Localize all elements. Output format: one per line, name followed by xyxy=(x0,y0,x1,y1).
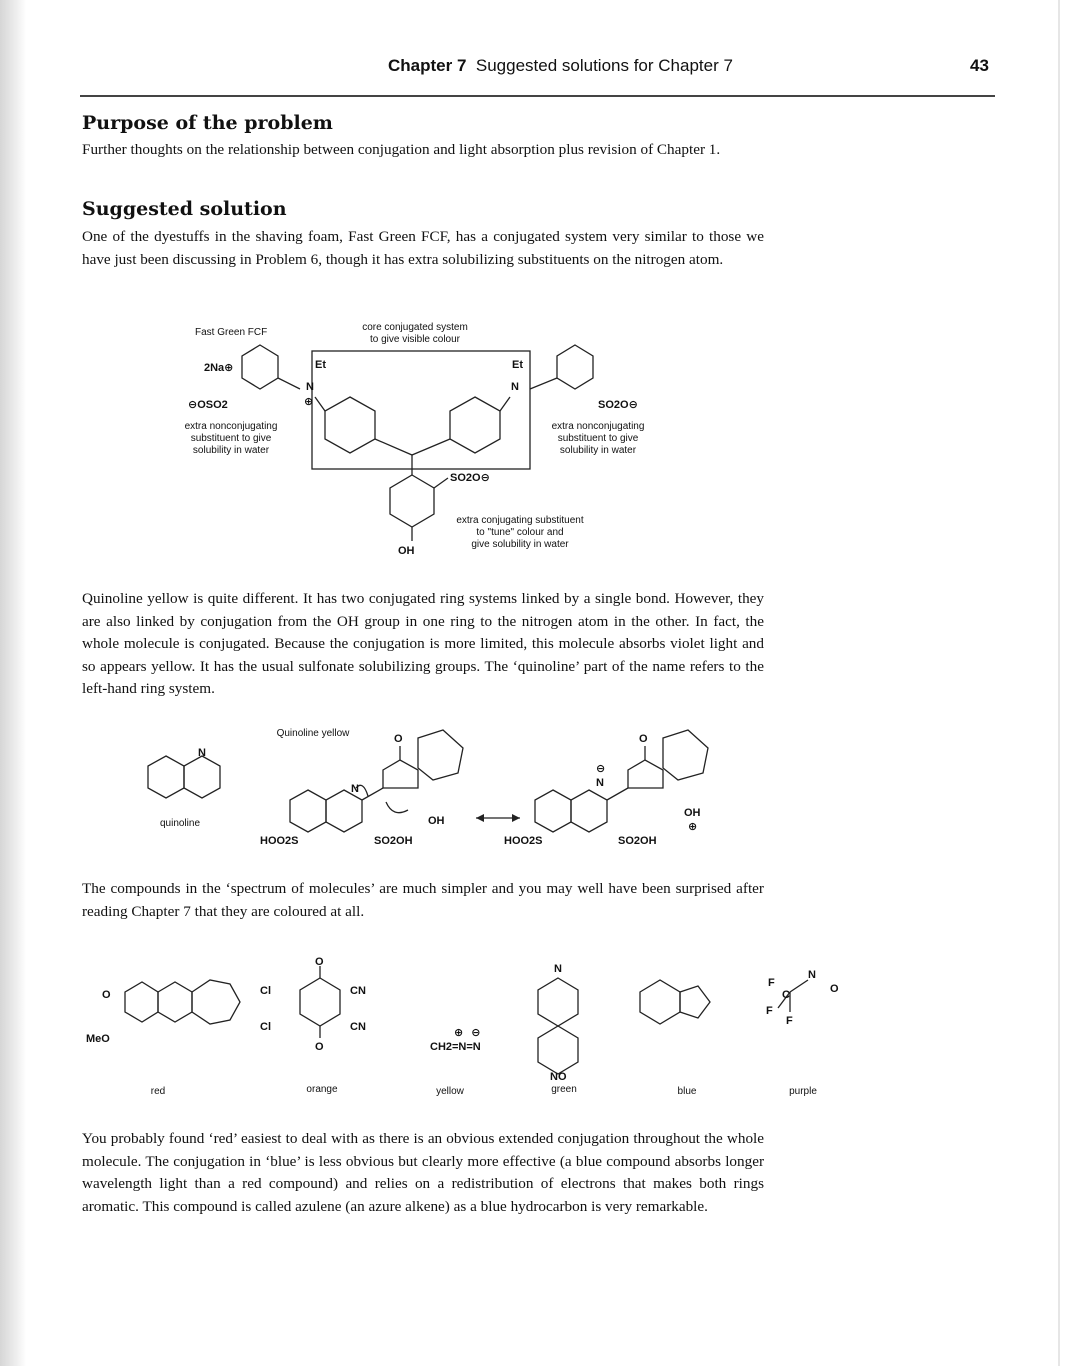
left-nitrogen: N xyxy=(306,381,314,393)
resonance-arrow-right-head xyxy=(512,814,520,822)
bond-left-benzyl xyxy=(278,378,300,389)
right-structure-link-bond xyxy=(607,788,628,800)
purple-nitrogen: N xyxy=(808,969,816,981)
running-header xyxy=(0,56,1068,82)
right-benzene-ring xyxy=(557,345,593,389)
left-core-ring xyxy=(325,397,375,453)
bottom-note-line-1: extra conjugating substituent xyxy=(456,515,584,526)
chapter-title: Suggested solutions for Chapter 7 xyxy=(475,56,733,75)
yellow-diazomethane: CH2=N=N xyxy=(430,1041,481,1053)
purple-fluoro-2: F xyxy=(766,1005,773,1017)
purpose-paragraph: Further thoughts on the relationship between conjugation and light absorption plus revision of Chapter 1. xyxy=(82,141,721,158)
right-structure-indanone-ring xyxy=(628,760,663,788)
hydroxyl-label: OH xyxy=(398,545,415,557)
green-nitrogen: N xyxy=(554,963,562,975)
right-note-line-1: extra nonconjugating xyxy=(551,421,645,432)
red-ring-a xyxy=(125,982,158,1022)
label-yellow: yellow xyxy=(436,1086,464,1097)
purple-fluoro-1: F xyxy=(768,977,775,989)
quinoline-yellow-title: Quinoline yellow xyxy=(276,728,350,739)
right-structure-ring-a xyxy=(535,790,571,832)
left-structure-hydroxyl: OH xyxy=(428,815,445,827)
left-ethyl: Et xyxy=(315,359,326,371)
yellow-charges xyxy=(454,1027,480,1039)
orange-cyano-bottom: CN xyxy=(350,1021,366,1033)
bottom-note-line-3: give solubility in water xyxy=(471,539,569,550)
orange-oxygen-top: O xyxy=(315,956,324,968)
blue-ring-a xyxy=(640,980,680,1024)
right-structure-aromatic-ring xyxy=(663,730,708,780)
label-purple: purple xyxy=(789,1086,817,1097)
left-sulfonate: ⊖OSO2 xyxy=(188,399,228,411)
left-structure-indanone-ring xyxy=(383,760,418,788)
red-ring-c xyxy=(192,980,240,1024)
blue-ring-b xyxy=(680,986,710,1018)
quinoline-figure xyxy=(128,718,748,860)
orange-cyano-top: CN xyxy=(350,985,366,997)
core-label-line-2: to give visible colour xyxy=(369,334,461,345)
fast-green-title: Fast Green FCF xyxy=(195,327,268,338)
purple-fluoro-3: F xyxy=(786,1015,793,1027)
chapter-label: Chapter 7 xyxy=(388,56,467,75)
fast-green-figure xyxy=(170,315,690,570)
bond-central-left xyxy=(375,439,412,455)
solution-paragraph-4: You probably found ‘red’ easiest to deal with as there is an obvious extended conjugation throughout the whole molecule. The conjugation in ‘blue’ is less obvious but clearly more effective (a blue compound absorbs longer wavelength light than a red compound) and relies on a redistribution of electrons that makes both rings aromatic. This compound is called azulene (an azure alkene) as a blue hydrocarbon is very remarkable. xyxy=(82,1130,764,1215)
label-orange: orange xyxy=(306,1084,338,1095)
left-note-line-3: solubility in water xyxy=(192,445,270,456)
right-sulfonate: SO2O⊖ xyxy=(598,399,638,411)
purple-bond-1 xyxy=(790,980,808,992)
purpose-heading: Purpose of the problem xyxy=(82,112,333,134)
label-blue: blue xyxy=(677,1086,697,1097)
solution-heading: Suggested solution xyxy=(82,198,287,220)
yellow-plus: ⊕ xyxy=(454,1027,464,1039)
left-structure-sulfonate-2: SO2OH xyxy=(374,835,413,847)
nitrogen-charge: ⊕ xyxy=(304,396,314,408)
left-structure-arrow-2 xyxy=(386,802,408,813)
quinoline-pyridine-ring xyxy=(184,756,220,798)
yellow-minus: ⊖ xyxy=(471,1027,481,1039)
counterion-label: 2Na⊕ xyxy=(204,362,234,374)
right-structure-oxygen: O xyxy=(639,733,648,745)
right-structure-hydroxyl: OH xyxy=(684,807,701,819)
right-structure-minus: ⊖ xyxy=(596,763,606,775)
left-note-line-1: extra nonconjugating xyxy=(184,421,278,432)
orange-chloro-top: Cl xyxy=(260,985,271,997)
green-ring-a xyxy=(538,978,578,1026)
orange-ring xyxy=(300,978,340,1026)
left-structure-aromatic-ring xyxy=(418,730,463,780)
red-oxygen: O xyxy=(102,989,111,1001)
core-label-line-1: core conjugated system xyxy=(362,322,468,333)
quinoline-label: quinoline xyxy=(159,818,201,829)
right-note-line-2: substituent to give xyxy=(557,433,639,444)
green-nitroso: NO xyxy=(550,1071,567,1083)
right-structure-ring-b xyxy=(571,790,607,832)
right-note-line-3: solubility in water xyxy=(559,445,637,456)
purple-oxygen: O xyxy=(830,983,839,995)
left-structure-nitrogen: N xyxy=(351,783,359,795)
left-benzene-ring xyxy=(242,345,278,389)
right-nitrogen: N xyxy=(511,381,519,393)
quinoline-nitrogen: N xyxy=(198,747,206,759)
right-ethyl: Et xyxy=(512,359,523,371)
solution-paragraph-1: One of the dyestuffs in the shaving foam, Fast Green FCF, has a conjugated system very similar to those we have just been discussing in Problem 6, though it has extra solubilizing substituents on the nitrogen atom. xyxy=(82,228,764,268)
right-structure-nitrogen: N xyxy=(596,777,604,789)
bottom-note-line-2: to "tune" colour and xyxy=(476,527,564,538)
purple-carbon: C xyxy=(782,989,790,1001)
red-ring-b xyxy=(158,982,192,1022)
left-note-line-2: substituent to give xyxy=(190,433,272,444)
left-structure-ring-a xyxy=(290,790,326,832)
left-structure-ring-b xyxy=(326,790,362,832)
resonance-arrow-left-head xyxy=(476,814,484,822)
spectrum-figure xyxy=(80,950,860,1100)
green-ring-b xyxy=(538,1026,578,1074)
solution-paragraph-2: Quinoline yellow is quite different. It has two conjugated ring systems linked by a single bond. However, they are also linked by conjugation from the OH group in one ring to the nitrogen atom in the other. In fact, the whole molecule is conjugated. Because the conjugation is more limited, this molecule absorbs violet light and so appears yellow. It has the usual sulfonate solubilizing groups. The ‘quinoline’ part of the name refers to the left-hand ring system. xyxy=(82,590,764,697)
label-green: green xyxy=(551,1084,577,1095)
orange-chloro-bottom: Cl xyxy=(260,1021,271,1033)
bottom-ring xyxy=(390,475,434,527)
right-structure-sulfonate-1: HOO2S xyxy=(504,835,543,847)
label-red: red xyxy=(150,1086,166,1097)
right-structure-plus: ⊕ xyxy=(688,821,698,833)
quinoline-benzene-ring xyxy=(148,756,184,798)
bond-middle-sulfonate xyxy=(434,478,448,488)
bond-right-benzyl xyxy=(530,378,557,389)
middle-sulfonate: SO2O⊖ xyxy=(450,472,490,484)
scan-gutter-shadow xyxy=(0,0,26,1366)
header-rule xyxy=(80,95,995,97)
bond-central-right xyxy=(412,439,450,455)
scan-edge-line xyxy=(1058,0,1060,1366)
bond-right-n xyxy=(500,397,510,411)
running-header-title xyxy=(388,56,733,76)
red-methoxy: MeO xyxy=(86,1033,110,1045)
solution-paragraph-3: The compounds in the ‘spectrum of molecules’ are much simpler and you may well have been surprised after reading Chapter 7 that they are coloured at all. xyxy=(82,880,764,920)
right-structure-sulfonate-2: SO2OH xyxy=(618,835,657,847)
page-number: 43 xyxy=(970,56,989,75)
left-structure-oxygen: O xyxy=(394,733,403,745)
orange-oxygen-bottom: O xyxy=(315,1041,324,1053)
bond-left-n xyxy=(315,397,325,411)
right-core-ring xyxy=(450,397,500,453)
left-structure-sulfonate-1: HOO2S xyxy=(260,835,299,847)
